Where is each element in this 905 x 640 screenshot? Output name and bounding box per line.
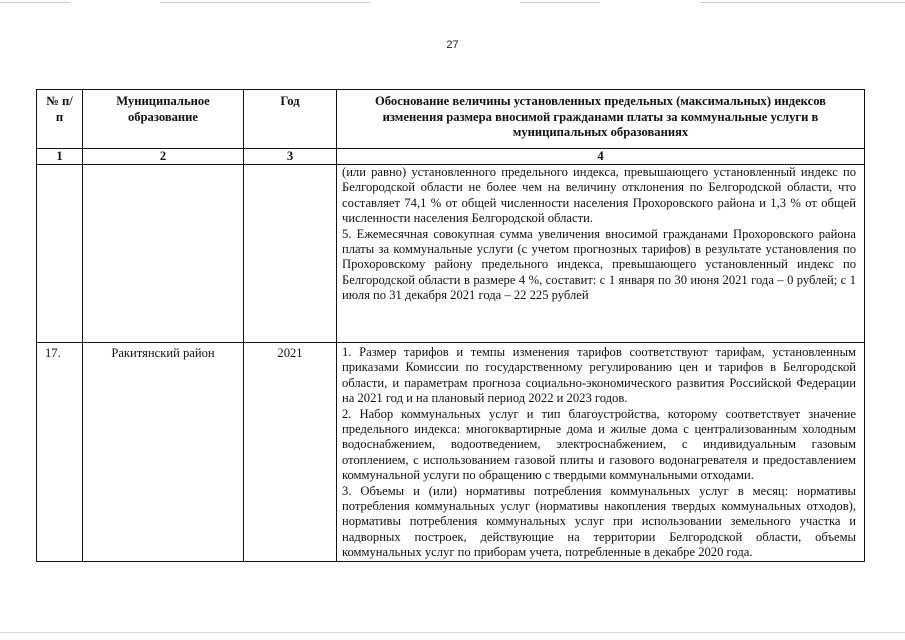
justification-paragraph: (или равно) установленного предельного индекса, превышающего установленный индекс по Белгородской области не более чем на величину отклонения по Белгородской области, что составляет 74,1 % от общей численности населения Прохоровского района и 1,3 % от общей численности населения Белгородской области. <box>342 165 856 226</box>
justification-paragraph: 5. Ежемесячная совокупная сумма увеличения вносимой гражданами Прохоровского района платы за коммунальные услуги (с учетом прогнозных тарифов) в результате установления по Прохоровскому району предельного индекса, превышающего установленный индекс по Белгородской области в размере 4 %, составит: с 1 января по 30 июня 2021 года – 0 рублей; с 1 июля по 31 декабря 2021 года – 22 225 рублей <box>342 226 856 303</box>
scan-artifact-line <box>0 632 905 633</box>
empty-cell <box>244 165 337 343</box>
header-number: № п/п <box>37 90 83 149</box>
header-year: Год <box>244 90 337 149</box>
scan-artifact-line <box>700 2 905 3</box>
justification-cell <box>337 343 865 562</box>
header-row <box>37 90 865 149</box>
header-justification: Обоснование величины установленных предельных (максимальных) индексов изменения размера вносимой гражданами платы за коммунальные услуги в муниципальных образованиях <box>337 90 865 149</box>
page-number: 27 <box>446 39 459 51</box>
header-municipality: Муниципальное образование <box>83 90 244 149</box>
column-number: 3 <box>244 149 337 165</box>
justification-paragraph: 2. Набор коммунальных услуг и тип благоустройства, которому соответствует значение предельного индекса: многоквартирные дома и жилые дома с централизованным холодным водоснабжением, водоотведением, электроснабжением, с индивидуальным газовым отоплением, с использованием газовой плиты и газового водонагревателя и предоставлением коммунальной услуги по обращению с твердыми коммунальными отходами. <box>342 406 856 483</box>
table-row-continuation <box>37 165 865 343</box>
justification-paragraph: 1. Размер тарифов и темпы изменения тарифов соответствуют тарифам, установленным приказами Комиссии по государственному регулированию цен и тарифов в Белгородской области, и параметрам прогноза социально-экономического развития Российской Федерации на 2021 год и на плановый период 2022 и 2023 годов. <box>342 345 856 406</box>
index-justification-table <box>36 89 865 562</box>
row-number: 17. <box>37 343 83 562</box>
scan-artifact-line <box>520 2 600 3</box>
row-municipality: Ракитянский район <box>83 343 244 562</box>
scan-artifact-line <box>160 2 370 3</box>
empty-cell <box>83 165 244 343</box>
row-year: 2021 <box>244 343 337 562</box>
justification-cell <box>337 165 865 343</box>
column-number: 2 <box>83 149 244 165</box>
justification-paragraph: 3. Объемы и (или) нормативы потребления коммунальных услуг в месяц: нормативы потребления коммунальных услуг (нормативы накопления твердых коммунальных отходов), нормативы потребления коммунальных услуг при использовании земельного участка и надворных построек, действующие на территории Белгородской области, объемы коммунальных услуг по приборам учета, потребленные в декабре 2020 года. <box>342 483 856 560</box>
column-number: 4 <box>337 149 865 165</box>
column-number-row <box>37 149 865 165</box>
column-number: 1 <box>37 149 83 165</box>
empty-cell <box>37 165 83 343</box>
table-row <box>37 343 865 562</box>
scan-artifact-line <box>0 2 70 3</box>
